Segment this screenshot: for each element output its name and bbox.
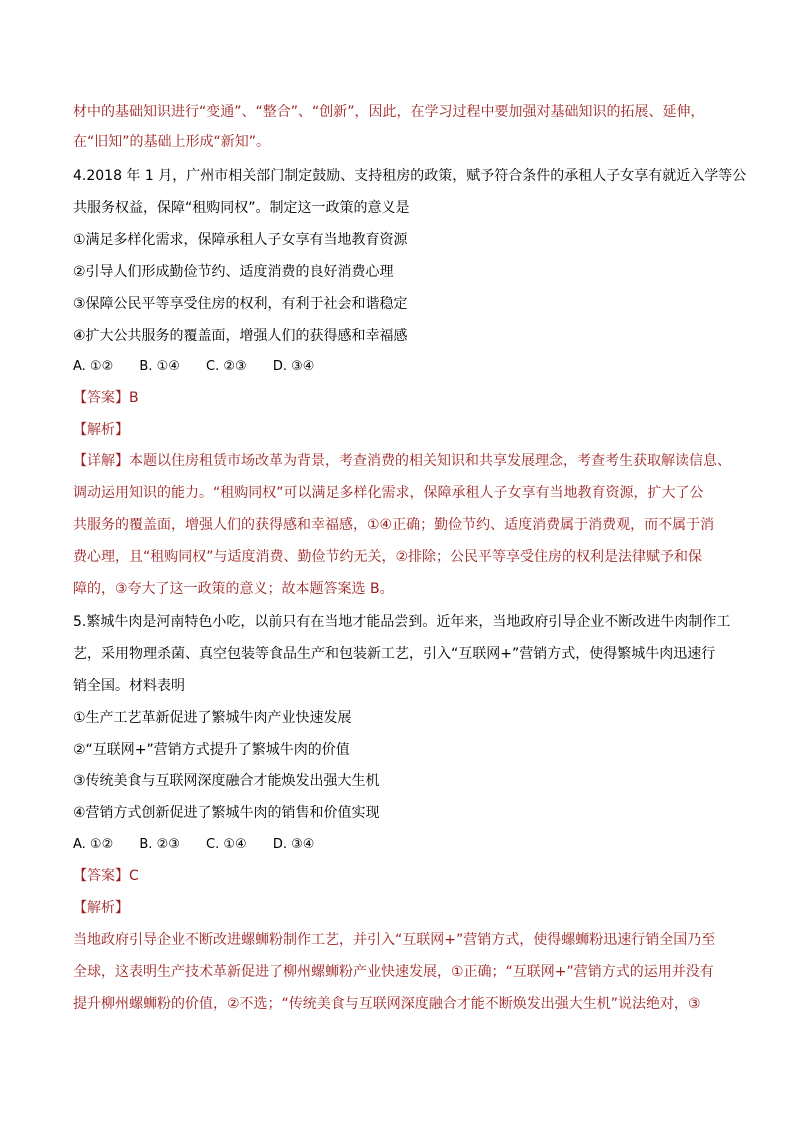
q4-statement-3: ③保障公民平等享受住房的权利，有利于社会和谐稳定	[73, 296, 408, 312]
q4-stem-line: 共服务权益，保障“租购同权”。制定这一政策的意义是	[73, 200, 410, 216]
q5-option-a: A. ①②	[73, 837, 114, 852]
q5-analysis-label: 【解析】	[73, 900, 129, 916]
q5-detail-line: 全球，这表明生产技术革新促进了柳州螺蛳粉产业快速发展，①正确；“互联网+”营销方式的运用并没有	[73, 964, 714, 980]
q4-option-d: D. ③④	[272, 359, 315, 374]
q5-statement-2: ②“互联网+”营销方式提升了繁城牛肉的价值	[73, 742, 350, 758]
q4-stem-line: 4.2018 年 1 月，广州市相关部门制定鼓励、支持租房的政策，赋予符合条件的承租人子女享有就近入学等公	[73, 168, 747, 184]
q5-options	[73, 836, 314, 854]
q5-option-c: C. ①④	[206, 837, 247, 852]
q4-options	[73, 358, 314, 376]
q5-option-b: B. ②③	[139, 837, 180, 852]
intro-line: 材中的基础知识进行“变通”、“整合”、“创新”，因此，在学习过程中要加强对基础知识的拓展、延伸，	[73, 104, 705, 120]
q4-detail-line: 调动运用知识的能力。“租购同权”可以满足多样化需求，保障承租人子女享有当地教育资源，扩大了公	[73, 485, 704, 501]
q5-stem-line: 艺，采用物理杀菌、真空包装等食品生产和包装新工艺，引入“互联网+”营销方式，使得繁城牛肉迅速行	[73, 646, 716, 662]
q4-statement-2: ②引导人们形成勤俭节约、适度消费的良好消费心理	[73, 264, 394, 280]
q5-answer: 【答案】C	[73, 868, 139, 884]
q4-detail-line: 费心理，且“租购同权”与适度消费、勤俭节约无关，②排除；公民平等享受住房的权利是法律赋予和保	[73, 549, 703, 565]
q4-option-c: C. ②③	[206, 359, 247, 374]
intro-line: 在“旧知”的基础上形成“新知”。	[73, 134, 271, 150]
q5-detail-line: 当地政府引导企业不断改进螺蛳粉制作工艺，并引入“互联网+”营销方式，使得螺蛳粉迅速行销全国乃至	[73, 932, 716, 948]
q5-statement-3: ③传统美食与互联网深度融合才能焕发出强大生机	[73, 773, 380, 789]
q4-analysis-label: 【解析】	[73, 422, 129, 438]
q4-statement-4: ④扩大公共服务的覆盖面，增强人们的获得感和幸福感	[73, 328, 408, 344]
q4-detail-line: 障的，③夸大了这一政策的意义；故本题答案选 B。	[73, 581, 394, 597]
q5-detail-line: 提升柳州螺蛳粉的价值，②不选；“传统美食与互联网深度融合才能不断焕发出强大生机”说法绝对，③	[73, 996, 701, 1012]
q5-option-d: D. ③④	[272, 837, 315, 852]
q4-detail-line: 【详解】本题以住房租赁市场改革为背景，考查消费的相关知识和共享发展理念，考查考生获取解读信息、	[73, 453, 731, 469]
q4-answer: 【答案】B	[73, 390, 139, 406]
q5-statement-4: ④营销方式创新促进了繁城牛肉的销售和价值实现	[73, 805, 380, 821]
q5-statement-1: ①生产工艺革新促进了繁城牛肉产业快速发展	[73, 710, 352, 726]
q4-statement-1: ①满足多样化需求，保障承租人子女享有当地教育资源	[73, 232, 408, 248]
q5-stem-line: 5.繁城牛肉是河南特色小吃，以前只有在当地才能品尝到。近年来，当地政府引导企业不断改进牛肉制作工	[73, 614, 731, 630]
q4-option-b: B. ①④	[139, 359, 180, 374]
q4-detail-line: 共服务的覆盖面，增强人们的获得感和幸福感，①④正确；勤俭节约、适度消费属于消费观，而不属于消	[73, 517, 715, 533]
q5-stem-line: 销全国。材料表明	[73, 678, 185, 694]
q4-option-a: A. ①②	[73, 359, 114, 374]
